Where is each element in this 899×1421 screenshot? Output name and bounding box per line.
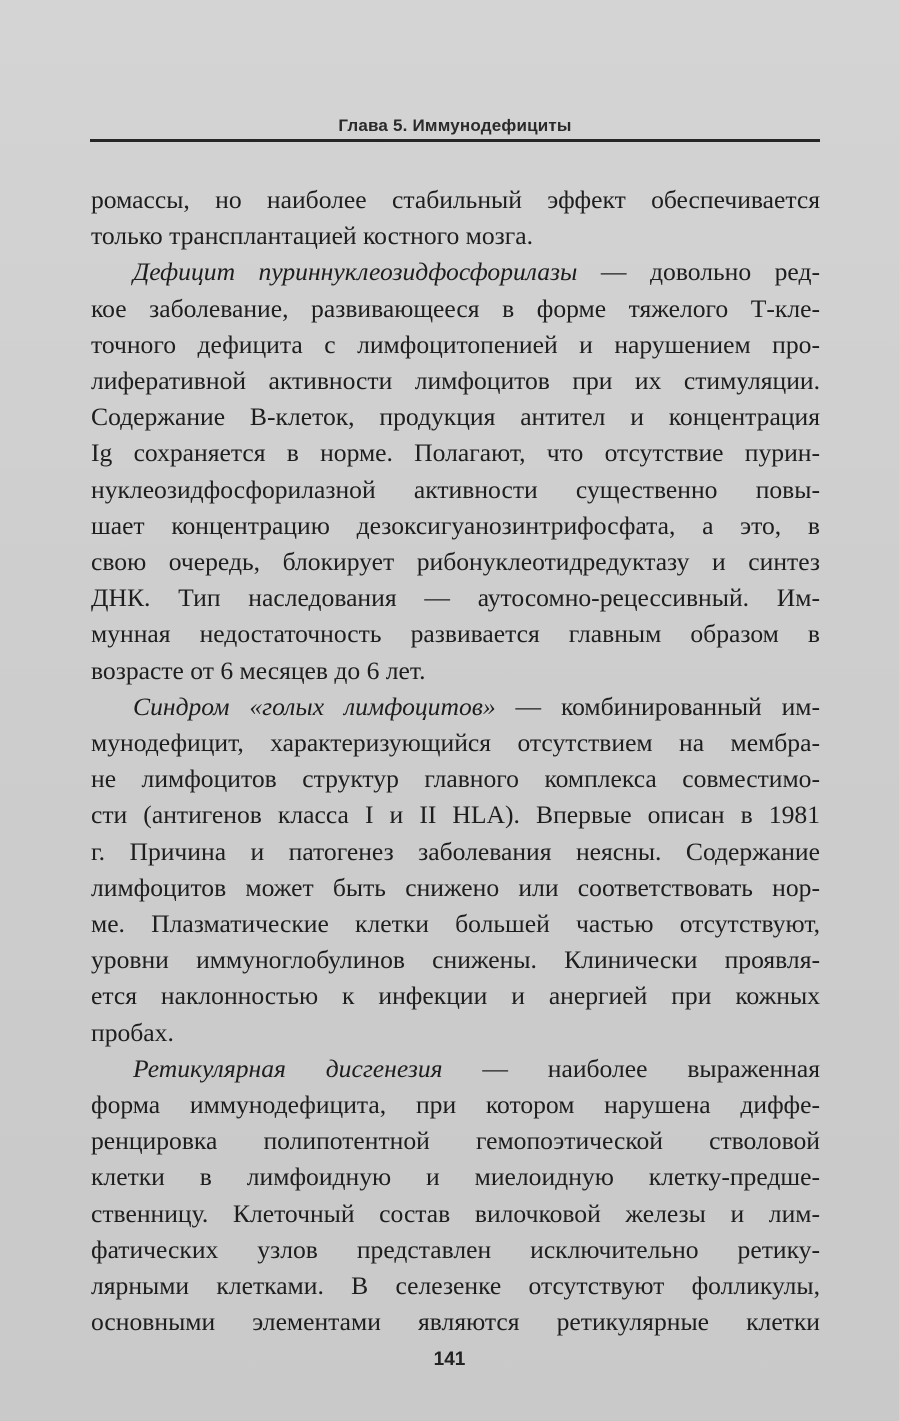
- text-line: [91, 761, 820, 797]
- text-line: [91, 725, 820, 761]
- line-text: нуклеозидфосфорилазной активности существенно повы-: [91, 474, 820, 504]
- text-line: [91, 399, 820, 435]
- text-line: [91, 1015, 820, 1051]
- line-text: уровни иммуноглобулинов снижены. Клинически проявля-: [91, 945, 820, 975]
- text-line: [91, 363, 820, 399]
- line-text: возрасте от 6 месяцев до 6 лет.: [91, 655, 426, 685]
- line-text: Содержание В-клеток, продукция антител и концентрация: [91, 402, 820, 432]
- text-line: [91, 797, 820, 833]
- body-text: [91, 182, 820, 1341]
- line-text: — наиболее выраженная: [442, 1053, 820, 1083]
- text-line: [91, 508, 820, 544]
- text-line: [91, 1159, 820, 1195]
- line-text: лиферативной активности лимфоцитов при их стимуляции.: [91, 366, 820, 396]
- line-text: шает концентрацию дезоксигуанозинтрифосфата, а это, в: [91, 510, 820, 540]
- line-text: только трансплантацией костного мозга.: [91, 221, 534, 251]
- line-text: не лимфоцитов структур главного комплекса совместимо-: [91, 764, 820, 794]
- line-text: Ig сохраняется в норме. Полагают, что отсутствие пурин-: [91, 438, 820, 468]
- header-rule: [90, 139, 820, 142]
- line-text: ется наклонностью к инфекции и анергией при кожных: [91, 981, 820, 1011]
- line-text: — комбинированный им-: [495, 691, 820, 721]
- line-text: сти (антигенов класса I и II HLA). Впервые описан в 1981: [91, 800, 820, 830]
- text-line: [91, 1051, 820, 1087]
- line-text: пробах.: [91, 1017, 174, 1047]
- line-text: кое заболевание, развивающееся в форме тяжелого Т-кле-: [91, 293, 820, 323]
- line-text: ме. Плазматические клетки большей частью отсутствуют,: [91, 909, 820, 939]
- page-number: 141: [433, 1349, 466, 1370]
- text-line: [91, 1268, 820, 1304]
- text-line: [91, 291, 820, 327]
- text-line: [91, 544, 820, 580]
- line-text: точного дефицита с лимфоцитопенией и нарушением про-: [91, 329, 820, 359]
- line-text: ромассы, но наиболее стабильный эффект обеспечивается: [91, 185, 820, 214]
- text-line: [91, 1232, 820, 1268]
- running-head: Глава 5. Иммунодефициты: [338, 116, 572, 135]
- line-text: лярными клетками. В селезенке отсутствуют фолликулы,: [91, 1271, 820, 1301]
- text-line: [91, 978, 820, 1014]
- text-line: [91, 254, 820, 290]
- line-text: мунная недостаточность развивается главным образом в: [91, 619, 820, 649]
- text-line: [91, 906, 820, 942]
- line-text: фатических узлов представлен исключительно ретику-: [91, 1234, 820, 1264]
- text-line: [91, 1087, 820, 1123]
- term-italic: Дефицит пуриннуклеозидфосфорилазы: [133, 257, 578, 287]
- text-line: [91, 580, 820, 616]
- text-line: [91, 435, 820, 471]
- line-text: свою очередь, блокирует рибонуклеотидредуктазу и синтез: [91, 547, 820, 577]
- line-text: форма иммунодефицита, при котором нарушена диффе-: [91, 1090, 820, 1120]
- text-line: [91, 1304, 820, 1340]
- term-italic: Ретикулярная дисгенезия: [133, 1053, 443, 1083]
- line-text: мунодефицит, характеризующийся отсутствием на мембра-: [91, 728, 820, 758]
- line-text: клетки в лимфоидную и миелоидную клетку-предше-: [91, 1162, 820, 1192]
- text-line: [91, 472, 820, 508]
- text-line: [91, 653, 820, 689]
- line-text: — довольно ред-: [577, 257, 820, 287]
- text-line: [91, 689, 820, 725]
- text-line: [91, 834, 820, 870]
- line-text: ственницу. Клеточный состав вилочковой железы и лим-: [91, 1198, 820, 1228]
- term-italic: Синдром «голых лимфоцитов»: [133, 691, 496, 721]
- text-line: [91, 182, 820, 218]
- text-line: [91, 1196, 820, 1232]
- line-text: основными элементами являются ретикулярные клетки: [91, 1307, 820, 1337]
- text-line: [91, 327, 820, 363]
- text-line: [91, 942, 820, 978]
- line-text: г. Причина и патогенез заболевания неясны. Содержание: [91, 836, 820, 866]
- text-line: [91, 870, 820, 906]
- line-text: ренцировка полипотентной гемопоэтической стволовой: [91, 1126, 820, 1156]
- text-line: [91, 218, 820, 254]
- text-line: [91, 1123, 820, 1159]
- line-text: лимфоцитов может быть снижено или соответствовать нор-: [91, 872, 820, 902]
- line-text: ДНК. Тип наследования — аутосомно-рецессивный. Им-: [91, 583, 820, 613]
- text-line: [91, 616, 820, 652]
